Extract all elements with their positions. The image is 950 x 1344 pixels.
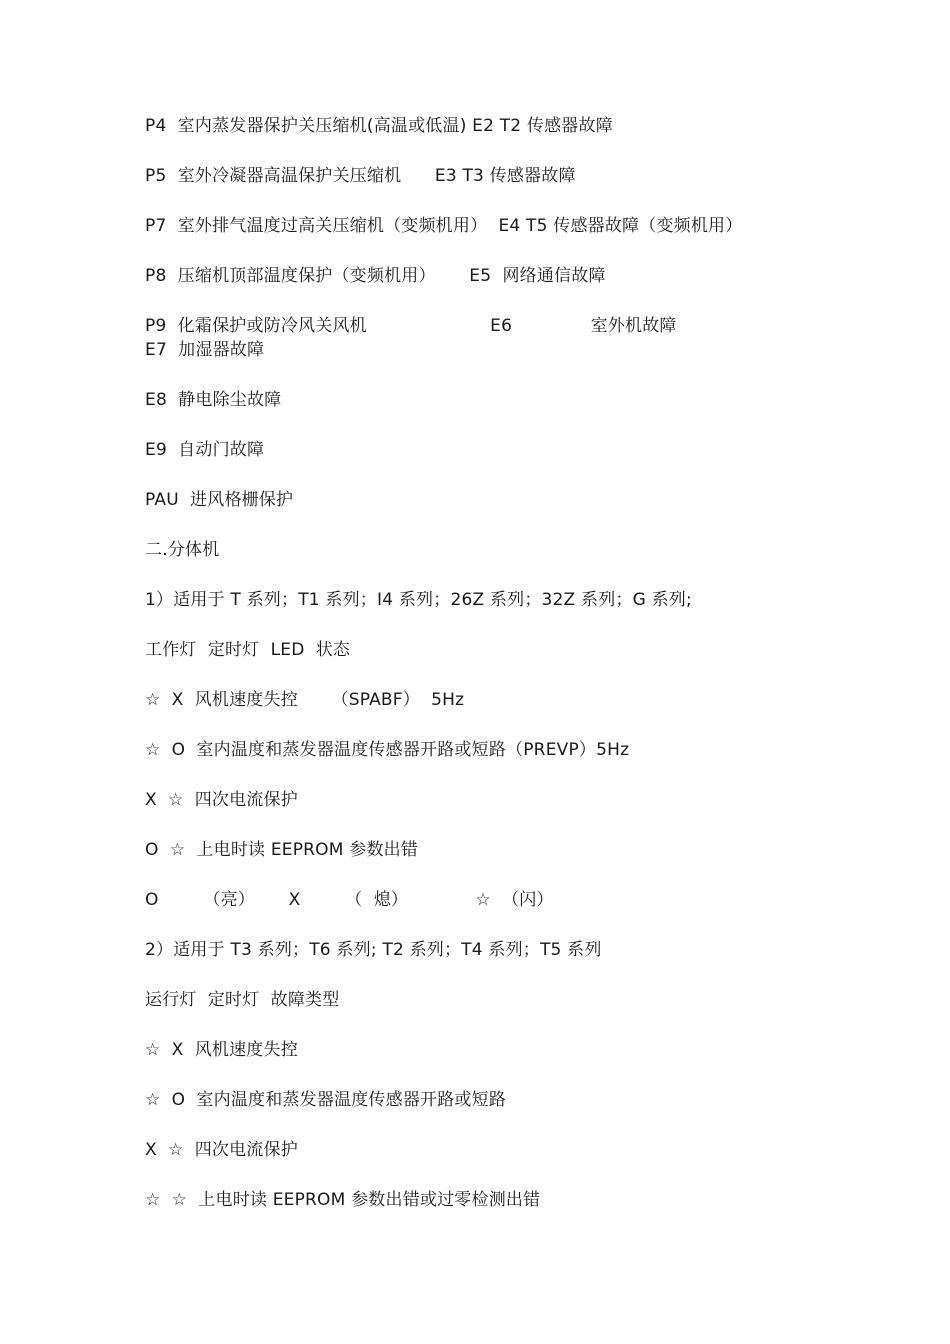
indicator-row: ☆ X 风机速度失控 (145, 1040, 298, 1060)
legend-row: O （亮） X （ 熄） ☆ （闪） (145, 890, 554, 910)
table-header-2: 运行灯 定时灯 故障类型 (145, 990, 340, 1010)
fault-code-e7: E7 加湿器故障 (145, 340, 265, 360)
applicable-series-2: 2）适用于 T3 系列；T6 系列; T2 系列；T4 系列；T5 系列 (145, 940, 602, 960)
applicable-series-1: 1）适用于 T 系列；T1 系列；I4 系列；26Z 系列；32Z 系列；G 系列; (145, 590, 692, 610)
fault-code-e8: E8 静电除尘故障 (145, 390, 282, 410)
section-heading-split-unit: 二.分体机 (145, 540, 220, 560)
indicator-row: O ☆ 上电时读 EEPROM 参数出错 (145, 840, 419, 860)
indicator-row: ☆ O 室内温度和蒸发器温度传感器开路或短路（PREVP）5Hz (145, 740, 630, 760)
table-header-1: 工作灯 定时灯 LED 状态 (145, 640, 351, 660)
indicator-row: ☆ ☆ 上电时读 EEPROM 参数出错或过零检测出错 (145, 1190, 541, 1210)
fault-code-pau: PAU 进风格栅保护 (145, 490, 294, 510)
fault-code-p9-e6: P9 化霜保护或防冷风关风机 E6 室外机故障 (145, 316, 677, 336)
indicator-row: X ☆ 四次电流保护 (145, 1140, 298, 1160)
fault-code-p4-e2: P4 室内蒸发器保护关压缩机(高温或低温) E2 T2 传感器故障 (145, 116, 613, 136)
fault-code-p5-e3: P5 室外冷凝器高温保护关压缩机 E3 T3 传感器故障 (145, 166, 576, 186)
indicator-row: ☆ X 风机速度失控 （SPABF） 5Hz (145, 690, 465, 710)
indicator-row: ☆ O 室内温度和蒸发器温度传感器开路或短路 (145, 1090, 507, 1110)
fault-code-p7-e4: P7 室外排气温度过高关压缩机（变频机用） E4 T5 传感器故障（变频机用） (145, 216, 743, 236)
fault-code-e9: E9 自动门故障 (145, 440, 265, 460)
indicator-row: X ☆ 四次电流保护 (145, 790, 298, 810)
fault-code-p8-e5: P8 压缩机顶部温度保护（变频机用） E5 网络通信故障 (145, 266, 606, 286)
